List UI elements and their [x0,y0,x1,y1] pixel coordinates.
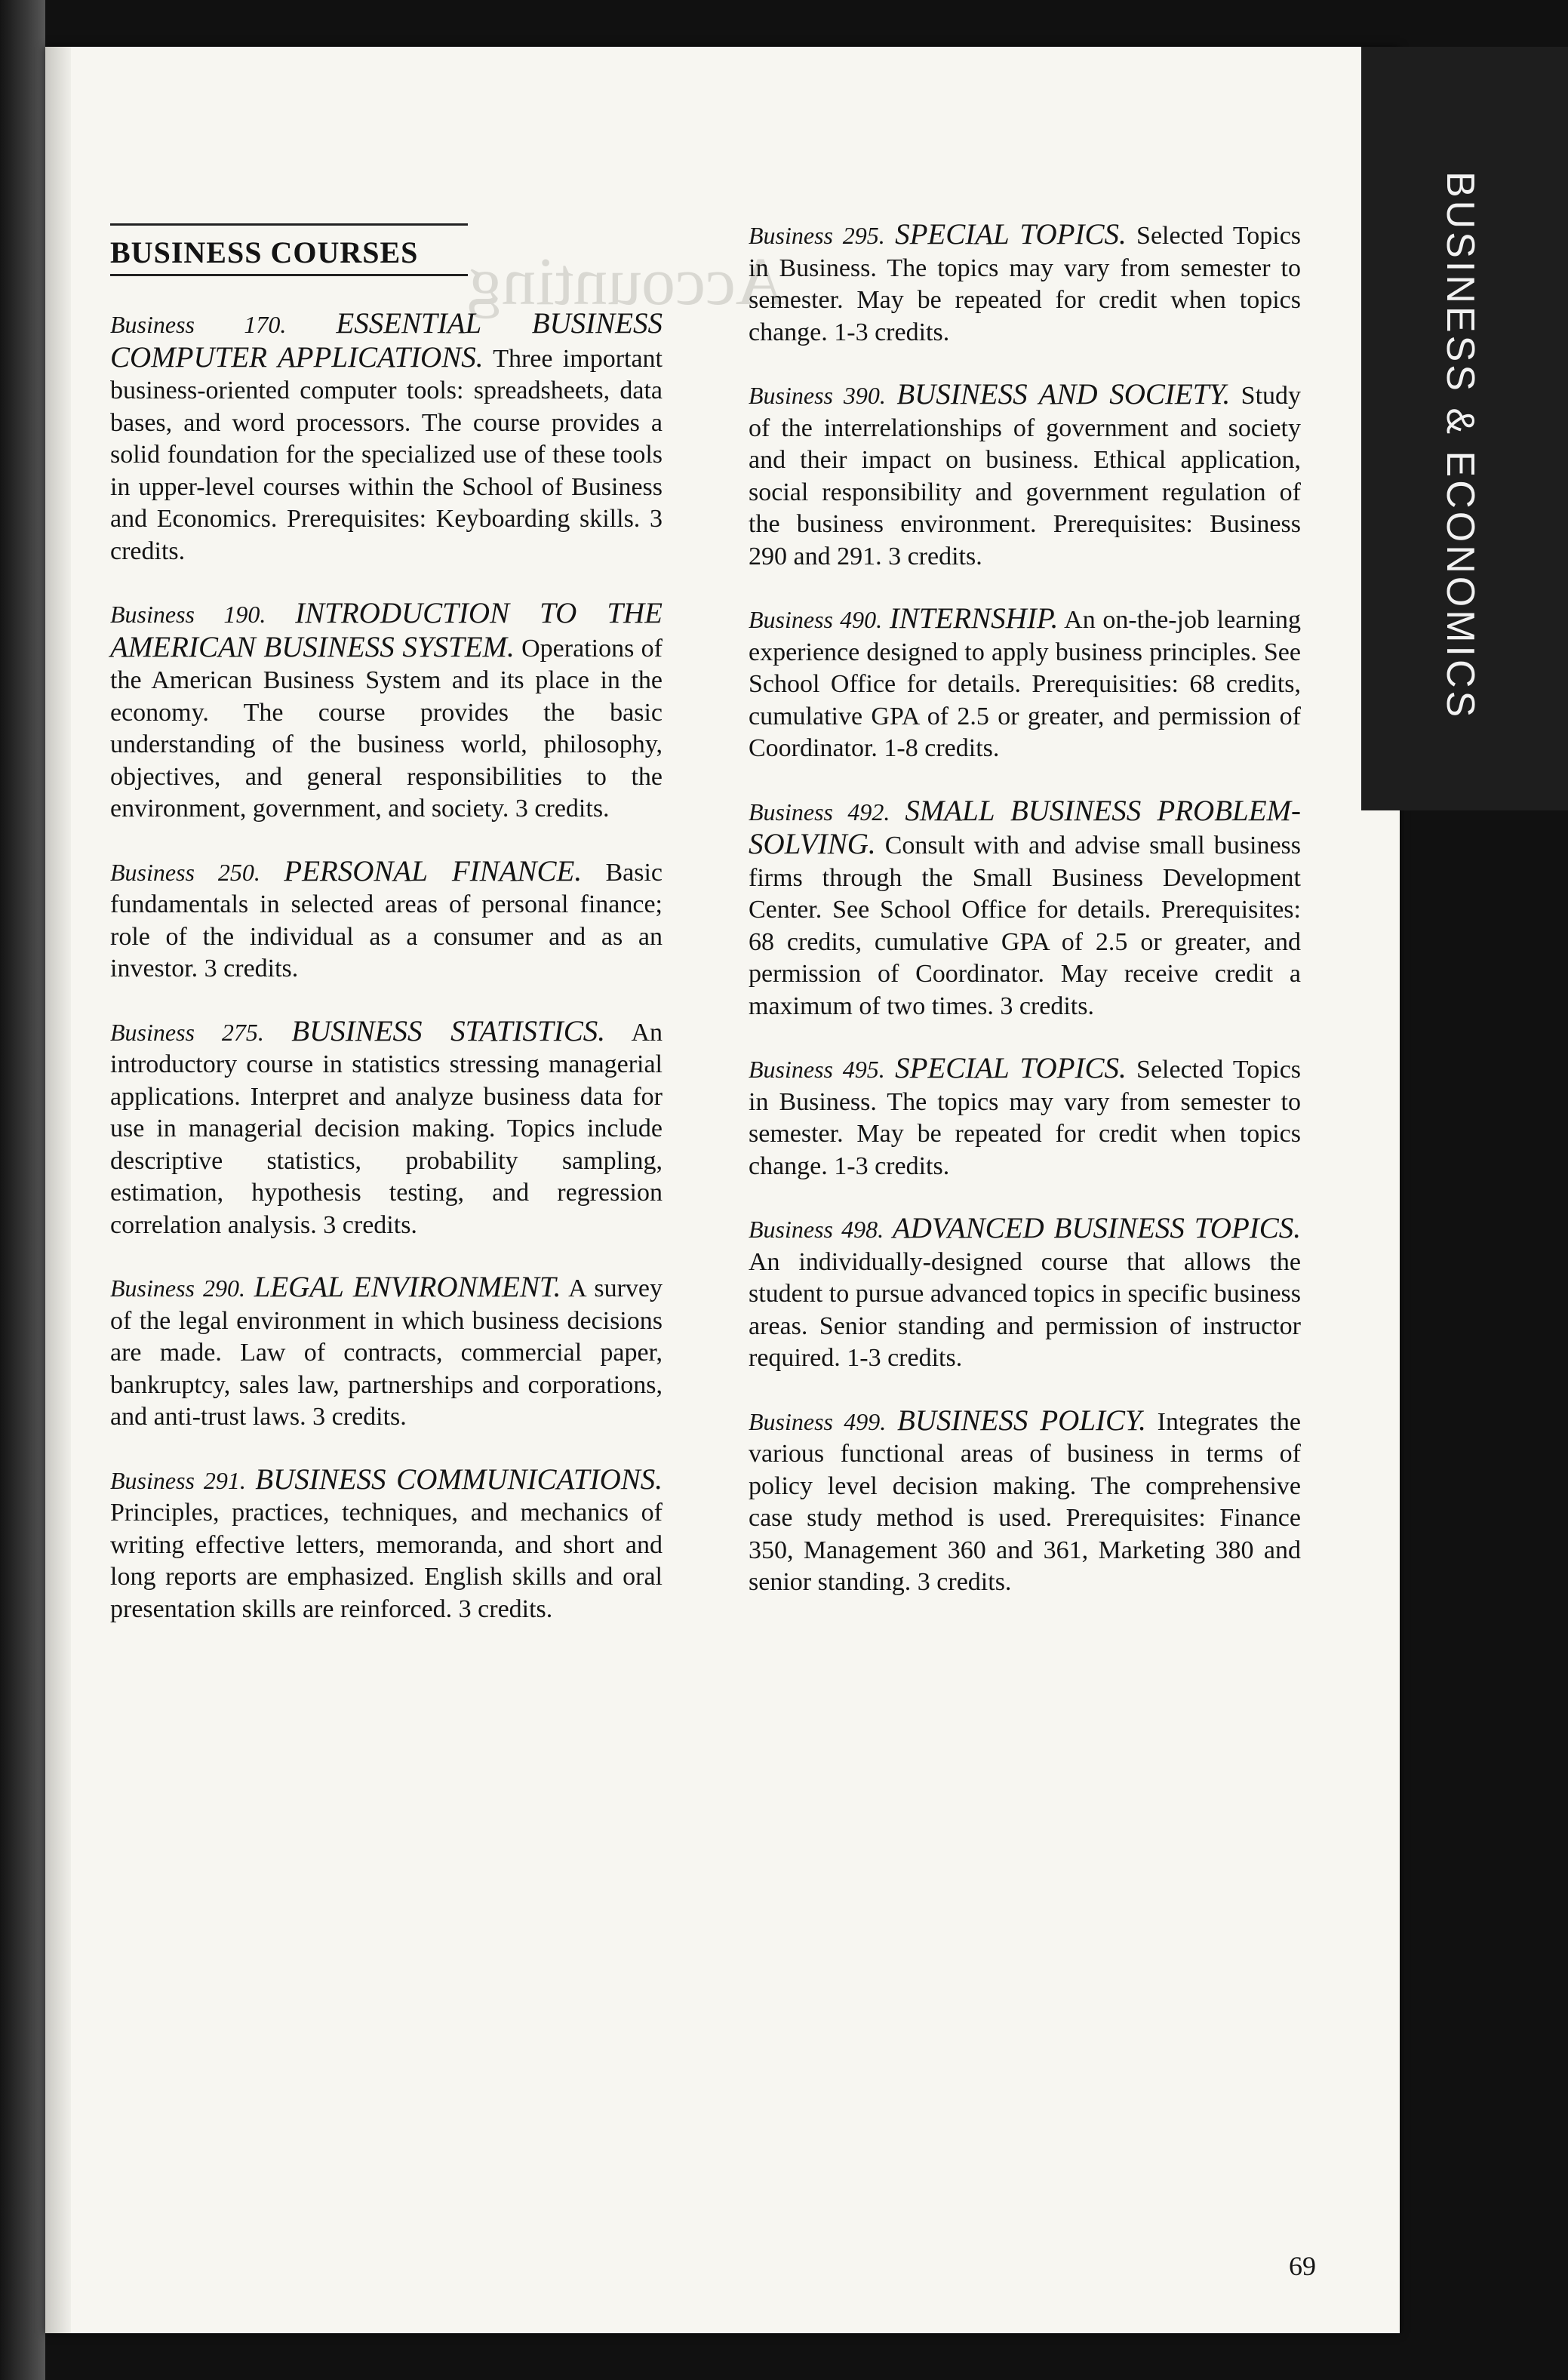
course-description: Three important business-oriented computer tools: spreadsheets, data bases, and word processors. The course provides a solid foundation for the specialized use of these tools in upper-level courses within the School of Business and Economics. Prerequisites: Keyboarding skills. 3 credits. [110,344,663,565]
course-title: BUSINESS POLICY. [897,1404,1146,1437]
course-title: INTRODUCTION TO THE AMERICAN BUSINESS SYSTEM. [110,597,663,663]
course-entry [749,1053,1301,1182]
course-description: A survey of the legal environment in which business decisions are made. Law of contracts, commercial paper, bankruptcy, sales law, partnerships and corporations, and anti-trust laws. 3 credits. [110,1275,663,1431]
course-entry [110,1271,663,1434]
course-entry [110,856,663,986]
course-title: LEGAL ENVIRONMENT. [254,1271,561,1303]
course-title: BUSINESS AND SOCIETY. [896,378,1231,411]
course-title: SPECIAL TOPICS. [895,218,1127,251]
course-number: Business 490. [749,606,883,633]
page-number: 69 [1289,2251,1316,2281]
course-number: Business 498. [749,1216,884,1243]
course-title: SPECIAL TOPICS. [895,1052,1127,1084]
course-title: ADVANCED BUSINESS TOPICS. [892,1212,1302,1244]
course-description: Consult with and advise small business firms through the Small Business Development Center. See School Office for details. Prerequisites: 68 credits, cumulative GPA of 2.5 or greater, and permission of Coordinator. May receive credit a maximum of two times. 3 credits. [749,832,1302,1020]
course-description: Basic fundamentals in selected areas of personal finance; role of the individual as a consumer and as an investor. 3 credits. [110,858,663,982]
course-description: An individually-designed course that allows the student to pursue advanced topics in specific business areas. Senior standing and permission of instructor required. 1-3 credits. [749,1247,1301,1372]
course-description: Study of the interrelationships of government and society and their impact on business. Ethical application, social responsibility and government regulation of the business environment. Prerequisites: Business 290 and 291. 3 credits. [749,382,1302,570]
course-number: Business 295. [749,222,885,249]
course-description: An introductory course in statistics stressing managerial applications. Interpret and analyze business data for use in managerial decision making. Topics include descriptive statistics, probability sampling, estimation, hypothesis testing, and regression correlation analysis. 3 credits. [110,1018,663,1239]
course-entry [749,603,1301,765]
course-number: Business 499. [749,1407,887,1435]
page-gutter-shadow [45,47,71,2333]
course-number: Business 492. [749,798,890,826]
course-description: Principles, practices, techniques, and mechanics of writing effective letters, memoranda, and short and long reports are emphasized. English skills and oral presentation skills are reinforced. 3 credits. [110,1499,663,1623]
course-description: Integrates the various functional areas of business in terms of policy level decision making. The comprehensive case study method is used. Prerequisites: Finance 350, Management 360 and 361, Marketing 380 and senior standing. 3 credits. [749,1407,1302,1596]
course-description: Operations of the American Business System and its place in the economy. The course provides the basic understanding of the business world, philosophy, objectives, and general responsibilities to the environment, government, and society. 3 credits. [110,634,663,823]
course-entry [749,1213,1301,1375]
course-description: Selected Topics in Business. The topics may vary from semester to semester. May be repeated for credit when topics change. 1-3 credits. [749,1056,1302,1180]
course-title: BUSINESS COMMUNICATIONS. [255,1462,663,1496]
course-title: SMALL BUSINESS PROBLEM-SOLVING. [749,794,1302,860]
section-heading: BUSINESS COURSES [110,223,468,276]
course-number: Business 190. [110,601,266,628]
course-entry [110,598,663,826]
course-entry [749,1405,1301,1599]
course-number: Business 170. [110,311,287,338]
course-entry [749,795,1301,1023]
course-entry [110,308,663,567]
course-number: Business 275. [110,1018,264,1046]
course-title: BUSINESS STATISTICS. [291,1014,605,1047]
course-number: Business 250. [110,858,260,886]
course-entry [749,219,1301,349]
course-title: PERSONAL FINANCE. [284,854,583,887]
course-entry [749,379,1301,573]
course-number: Business 390. [749,382,886,409]
course-description: Selected Topics in Business. The topics may vary from semester to semester. May be repeated for credit when topics change. 1-3 credits. [749,222,1302,346]
course-description: An on-the-job learning experience designed to apply business principles. See School Office for details. Prerequisities: 68 credits, cumulative GPA of 2.5 or greater, and permission of Coordinator. 1-8 credits. [749,606,1302,762]
course-title: ESSENTIAL BUSINESS COMPUTER APPLICATIONS. [110,307,663,374]
course-entry [110,1464,663,1626]
course-title: INTERNSHIP. [889,602,1059,635]
left-column [110,219,663,1656]
course-number: Business 290. [110,1275,246,1302]
show-through-text: Accounting [468,244,785,319]
course-entry [110,1016,663,1242]
right-column [749,219,1301,1629]
course-number: Business 495. [749,1056,885,1083]
course-number: Business 291. [110,1466,246,1494]
show-through-text [724,1956,1253,1995]
book-spine [0,0,45,2380]
